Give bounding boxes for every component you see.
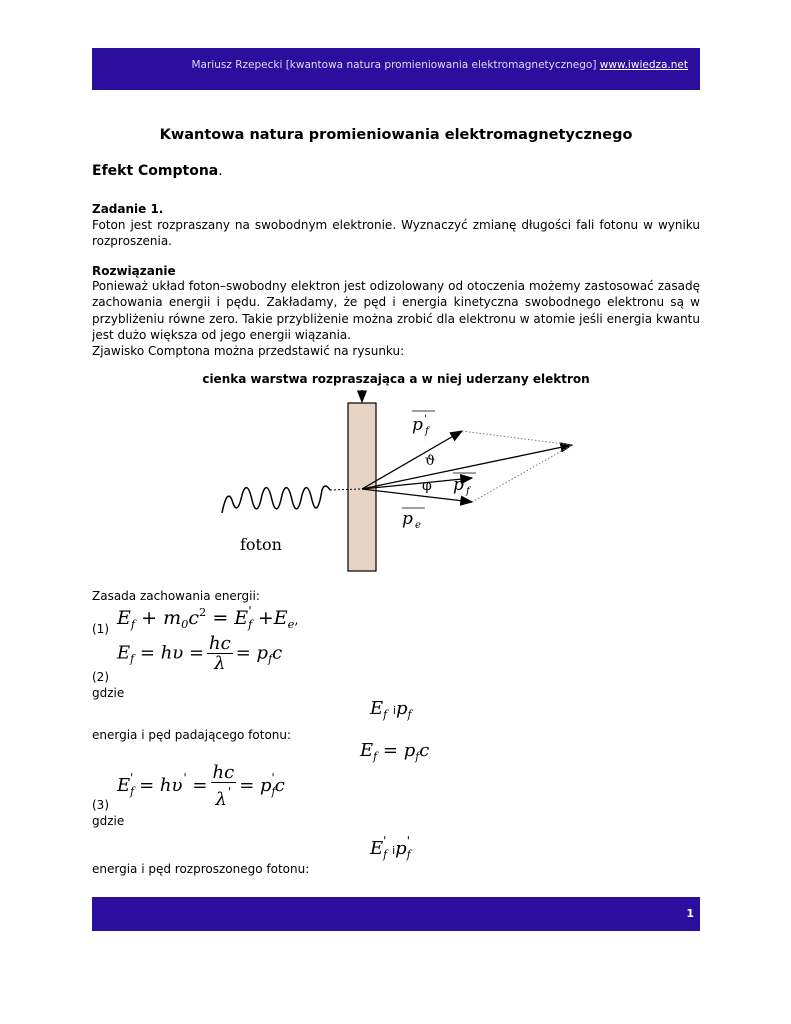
task-text: Foton jest rozpraszany na swobodnym elektronie. Wyznaczyć zmianę długości fali fotonu w wyniku rozproszenia. <box>92 218 700 249</box>
section-title <box>92 163 223 179</box>
foton-label: foton <box>240 535 282 554</box>
phi-label: φ <box>422 478 432 494</box>
header-title: Mariusz Rzepecki [kwantowa natura promieniowania elektromagnetycznego] <box>191 59 597 71</box>
photon-wave <box>222 486 330 513</box>
ef-pf-symbols: $E_f$ $ip_f$ <box>370 698 412 721</box>
equation-2: $E_f = h\upsilon$ = $\frac{hc}{\lambda}$ = $p_fc$ <box>117 633 283 674</box>
ef-pf-prime-symbols: $E_f'$ $ip_f'$ <box>370 834 411 861</box>
equation-3: $E_f' = h\upsilon'$ = $\frac{hc}{\lambda'}$ = $p_f'c$ <box>117 762 285 810</box>
energy-label: Zasada zachowania energii: <box>92 589 260 603</box>
pf-prime-label: p <box>412 415 423 435</box>
equation-1: $E_f + m_0c^2 = E_f' +E_e$, <box>117 604 299 631</box>
task-label: Zadanie 1. <box>92 202 164 216</box>
section-title-dot: . <box>218 163 223 179</box>
solution-label: Rozwiązanie <box>92 264 176 278</box>
equation-1-number: (1) <box>92 622 109 636</box>
incident-photon-text: energia i pęd padającego fotonu: <box>92 728 292 742</box>
page-title: Kwantowa natura promieniowania elektromagnetycznego <box>159 127 633 143</box>
header-band <box>92 48 700 90</box>
header-text <box>192 59 689 71</box>
compton-diagram <box>200 390 600 575</box>
header-link[interactable]: www.iwiedza.net <box>599 59 688 71</box>
footer-band <box>92 897 700 931</box>
pe-sub: e <box>415 520 421 531</box>
svg-text:': ' <box>424 414 427 425</box>
i-2: i <box>392 844 396 857</box>
theta-label: ϑ <box>425 453 436 469</box>
pf-label: p <box>453 475 464 495</box>
figure-intro: Zjawisko Comptona można przedstawić na rysunku: <box>92 344 405 358</box>
section-title-text: Efekt Comptona <box>92 163 219 179</box>
pe-label: p <box>402 509 413 529</box>
gdzie-1: gdzie <box>92 686 125 700</box>
pf-prime-sub: f <box>425 426 429 437</box>
pf-sub: f <box>466 486 470 497</box>
momentum-sum-arrow <box>362 445 572 489</box>
scattered-photon-text: energia i pęd rozproszonego fotonu: <box>92 862 310 876</box>
equation-3-number: (3) <box>92 798 109 812</box>
dotted-line-bottom <box>472 445 572 502</box>
solution-text: Ponieważ układ foton–swobodny elektron jest odizolowany od otoczenia możemy zastosować zasadę zachowania energii i pędu. Zakładamy, że pęd i energia kinetyczna swobodnego elektronu są w przybliżeniu równe zero. Takie przybliżenie można zrobić dla elektronu w atomie jeśli energia kwantu jest dużo większa od jego energii wiązania. <box>92 279 700 342</box>
equation-ef-pfc: $E_f = p_fc$ <box>360 740 430 763</box>
dotted-line-top <box>462 431 572 445</box>
gdzie-2: gdzie <box>92 814 125 828</box>
equation-2-number: (2) <box>92 670 109 684</box>
figure-caption: cienka warstwa rozpraszająca a w niej uderzany elektron <box>202 372 590 386</box>
page-number: 1 <box>686 907 694 920</box>
i-1: i <box>392 704 396 717</box>
